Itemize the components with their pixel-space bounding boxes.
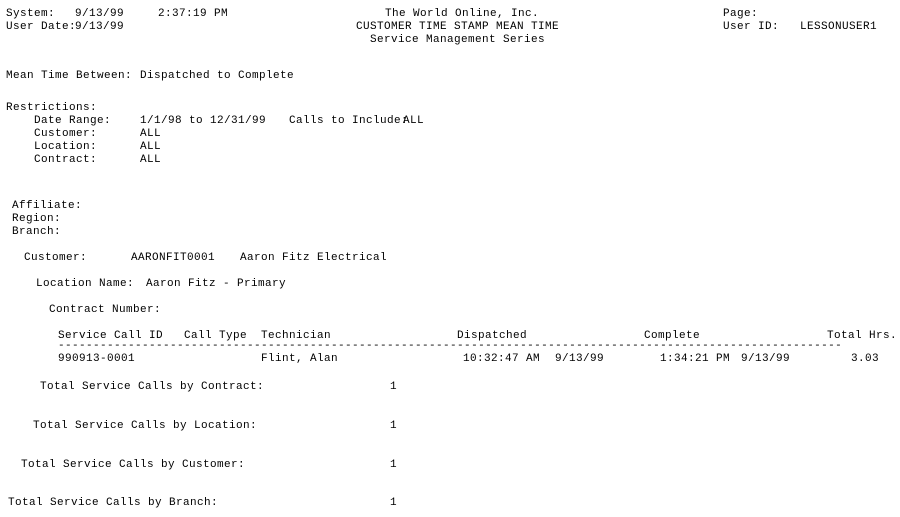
cell-dispatched-time: 10:32:47 AM <box>463 353 541 365</box>
location-value: Aaron Fitz - Primary <box>146 278 287 290</box>
total-value-location: 1 <box>390 420 398 432</box>
column-header-call-type: Call Type <box>184 330 248 342</box>
total-label-location: Total Service Calls by Location: <box>33 420 258 432</box>
total-value-branch: 1 <box>390 497 398 509</box>
column-header-dispatched: Dispatched <box>457 330 528 342</box>
column-header-complete: Complete <box>644 330 701 342</box>
total-label-contract: Total Service Calls by Contract: <box>40 381 265 393</box>
system-time: 2:37:19 PM <box>158 8 229 20</box>
total-label-customer: Total Service Calls by Customer: <box>21 459 246 471</box>
restrictions-title: Restrictions: <box>6 102 98 114</box>
calls-to-include-label: Calls to Include: <box>289 115 409 127</box>
restriction-value-customer: ALL <box>140 128 162 140</box>
restriction-label-customer: Customer: <box>34 128 98 140</box>
total-value-customer: 1 <box>390 459 398 471</box>
cell-complete-time: 1:34:21 PM <box>660 353 731 365</box>
cell-technician: Flint, Alan <box>261 353 339 365</box>
contract-label: Contract Number: <box>49 304 162 316</box>
restriction-label-date-range: Date Range: <box>34 115 112 127</box>
page-label: Page: <box>723 8 759 20</box>
customer-label: Customer: <box>24 252 88 264</box>
system-date: 9/13/99 <box>75 8 125 20</box>
total-label-branch: Total Service Calls by Branch: <box>8 497 219 509</box>
user-id-value: LESSONUSER1 <box>800 21 878 33</box>
customer-id: AARONFIT0001 <box>131 252 216 264</box>
restriction-value-contract: ALL <box>140 154 162 166</box>
mean-time-value: Dispatched to Complete <box>140 70 295 82</box>
user-date-value: 9/13/99 <box>75 21 125 33</box>
column-header-total-hrs: Total Hrs. <box>827 330 898 342</box>
restriction-label-contract: Contract: <box>34 154 98 166</box>
restriction-label-location: Location: <box>34 141 98 153</box>
cell-service-call-id: 990913-0001 <box>58 353 136 365</box>
location-label: Location Name: <box>36 278 135 290</box>
column-header-technician: Technician <box>261 330 332 342</box>
restriction-value-location: ALL <box>140 141 162 153</box>
user-id-label: User ID: <box>723 21 780 33</box>
affiliate-label: Affiliate: <box>12 200 83 212</box>
cell-complete-date: 9/13/99 <box>741 353 791 365</box>
table-separator: ---------------------------------------------------------------------------------------------------------------- <box>58 340 843 352</box>
branch-label: Branch: <box>12 226 62 238</box>
mean-time-label: Mean Time Between: <box>6 70 133 82</box>
report-title: CUSTOMER TIME STAMP MEAN TIME <box>356 21 560 33</box>
cell-total-hrs: 3.03 <box>851 353 880 365</box>
system-label: System: <box>6 8 56 20</box>
company-name: The World Online, Inc. <box>385 8 540 20</box>
user-date-label: User Date: <box>6 21 77 33</box>
cell-dispatched-date: 9/13/99 <box>555 353 605 365</box>
total-value-contract: 1 <box>390 381 398 393</box>
calls-to-include-value: ALL <box>403 115 425 127</box>
customer-name: Aaron Fitz Electrical <box>240 252 388 264</box>
region-label: Region: <box>12 213 62 225</box>
column-header-service-call-id: Service Call ID <box>58 330 164 342</box>
restriction-value-date-range: 1/1/98 to 12/31/99 <box>140 115 267 127</box>
report-series: Service Management Series <box>370 34 546 46</box>
